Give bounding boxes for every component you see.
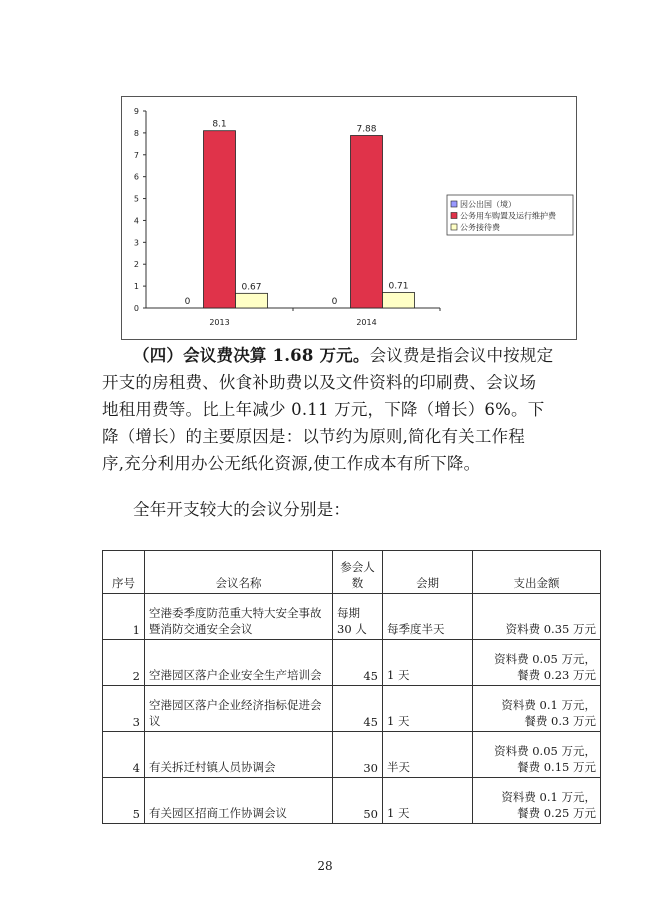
cell-people: 50 bbox=[333, 778, 383, 824]
cell-people: 45 bbox=[333, 640, 383, 686]
y-tick-label: 3 bbox=[133, 238, 139, 248]
cell-period: 1 天 bbox=[383, 640, 473, 686]
y-tick-label: 6 bbox=[133, 172, 139, 182]
cell-amount: 资料费 0.1 万元， 餐费 0.3 万元 bbox=[473, 686, 601, 732]
cell-people: 45 bbox=[333, 686, 383, 732]
y-tick-label: 1 bbox=[133, 282, 139, 292]
bar bbox=[204, 131, 236, 308]
y-tick-label: 0 bbox=[133, 304, 139, 313]
data-label: 7.88 bbox=[356, 124, 377, 135]
paragraph-line: 地租用费等。比上年减少 0.11 万元，下降（增长）6%。下 bbox=[102, 400, 545, 419]
cell-no: 3 bbox=[103, 686, 145, 732]
header-period: 会期 bbox=[383, 551, 473, 594]
cell-amount: 资料费 0.1 万元， 餐费 0.25 万元 bbox=[473, 778, 601, 824]
y-tick-label: 8 bbox=[133, 128, 139, 138]
data-label: 0.67 bbox=[241, 282, 262, 293]
cell-name: 空港园区落户企业经济指标促进会议 bbox=[145, 686, 333, 732]
table-row bbox=[103, 732, 601, 778]
chart-canvas bbox=[122, 97, 578, 341]
section-heading: （四）会议费决算 1.68 万元。 bbox=[133, 346, 370, 365]
table-header-row bbox=[103, 551, 601, 594]
bar bbox=[383, 292, 415, 308]
meeting-table bbox=[102, 550, 601, 824]
legend-label: 因公出国（境） bbox=[460, 200, 516, 209]
cell-period: 1 天 bbox=[383, 686, 473, 732]
y-tick-label: 7 bbox=[133, 150, 139, 160]
table-row bbox=[103, 594, 601, 640]
table-row bbox=[103, 686, 601, 732]
x-tick-label: 2013 bbox=[209, 318, 230, 327]
paragraph-line: 开支的房租费、伙食补助费以及文件资料的印刷费、会议场 bbox=[102, 373, 537, 392]
legend-swatch bbox=[451, 224, 457, 230]
cell-amount: 资料费 0.05 万元， 餐费 0.15 万元 bbox=[473, 732, 601, 778]
data-label: 0.71 bbox=[388, 281, 409, 292]
cell-name: 空港园区落户企业安全生产培训会 bbox=[145, 640, 333, 686]
bar bbox=[351, 136, 383, 308]
y-tick-label: 2 bbox=[133, 260, 139, 270]
data-label: 0 bbox=[184, 297, 191, 307]
cell-amount: 资料费 0.05 万元， 餐费 0.23 万元 bbox=[473, 640, 601, 686]
cell-people: 每期 30 人 bbox=[333, 594, 383, 640]
legend-label: 公务接待费 bbox=[460, 223, 500, 232]
cell-name: 空港委季度防范重大特大安全事故暨消防交通安全会议 bbox=[145, 594, 333, 640]
legend-label: 公务用车购置及运行维护费 bbox=[460, 211, 556, 221]
cell-amount: 资料费 0.35 万元 bbox=[473, 594, 601, 640]
table-row bbox=[103, 640, 601, 686]
x-tick-label: 2014 bbox=[356, 318, 377, 327]
section-paragraph bbox=[102, 342, 562, 477]
table-intro: 全年开支较大的会议分别是： bbox=[133, 500, 351, 519]
header-amount: 支出金额 bbox=[473, 551, 601, 594]
cell-period: 1 天 bbox=[383, 778, 473, 824]
cell-people: 30 bbox=[333, 732, 383, 778]
paragraph-first-line bbox=[102, 342, 562, 369]
header-people: 参会人数 bbox=[333, 551, 383, 594]
cell-period: 半天 bbox=[383, 732, 473, 778]
legend-swatch bbox=[451, 213, 457, 219]
bar bbox=[236, 293, 268, 308]
paragraph-line: 会议费是指会议中按规定 bbox=[369, 346, 554, 365]
expense-bar-chart bbox=[121, 96, 577, 340]
cell-name: 有关拆迁村镇人员协调会 bbox=[145, 732, 333, 778]
cell-name: 有关园区招商工作协调会议 bbox=[145, 778, 333, 824]
paragraph-line: 序,充分利用办公无纸化资源,使工作成本有所下降。 bbox=[102, 454, 481, 473]
y-tick-label: 5 bbox=[133, 194, 139, 204]
header-no: 序号 bbox=[103, 551, 145, 594]
cell-no: 4 bbox=[103, 732, 145, 778]
cell-no: 1 bbox=[103, 594, 145, 640]
legend-swatch bbox=[451, 201, 457, 207]
paragraph-line: 降（增长）的主要原因是：以节约为原则,简化有关工作程 bbox=[102, 427, 525, 446]
data-label: 8.1 bbox=[212, 119, 227, 130]
y-tick-label: 4 bbox=[133, 216, 139, 226]
table-row bbox=[103, 778, 601, 824]
header-name: 会议名称 bbox=[145, 551, 333, 594]
cell-no: 2 bbox=[103, 640, 145, 686]
y-tick-label: 9 bbox=[133, 107, 139, 116]
data-label: 0 bbox=[331, 297, 338, 307]
page-number: 28 bbox=[317, 859, 333, 873]
cell-period: 每季度半天 bbox=[383, 594, 473, 640]
cell-no: 5 bbox=[103, 778, 145, 824]
